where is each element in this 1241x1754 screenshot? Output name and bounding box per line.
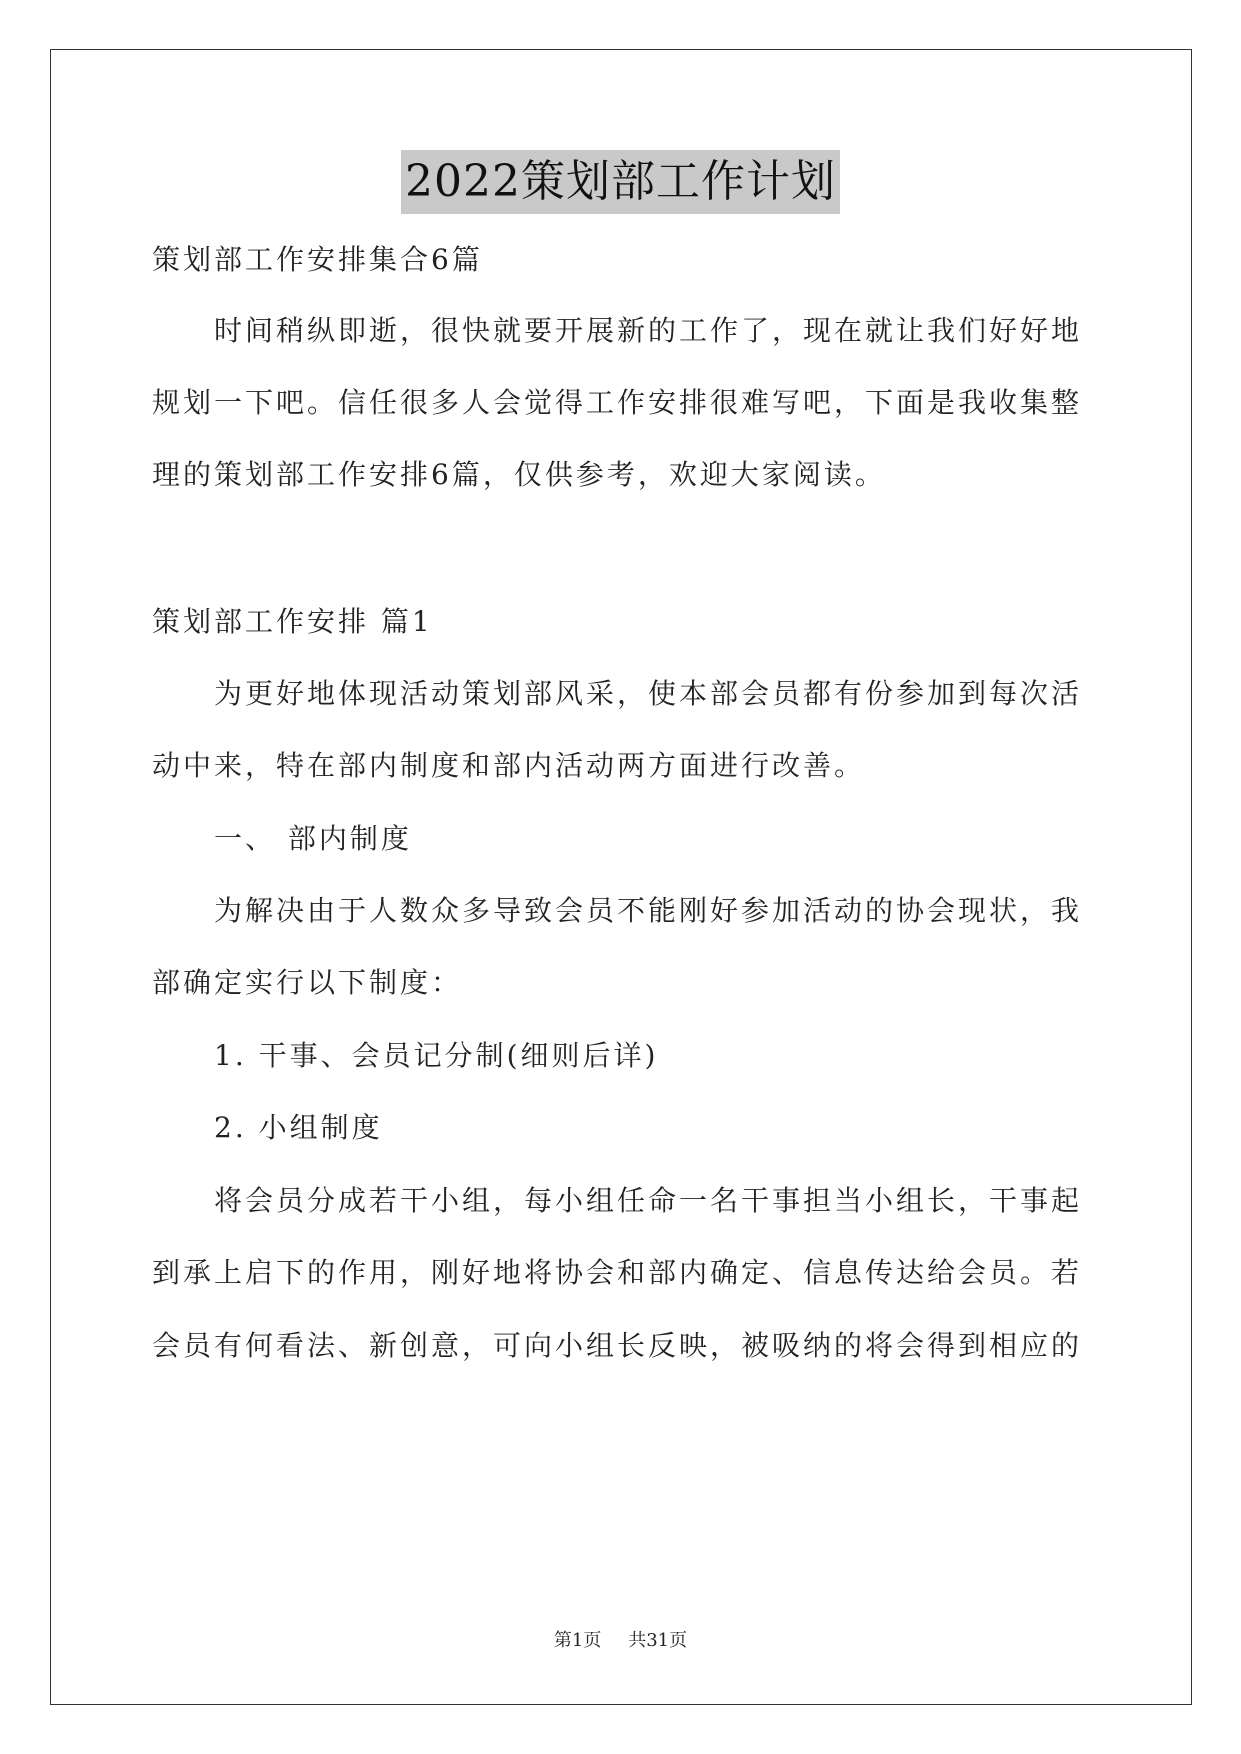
paragraph-line: 到承上启下的作用，刚好地将协会和部内确定、信息传达给会员。若 [152,1256,1083,1289]
paragraph-line: 为更好地体现活动策划部风采，使本部会员都有份参加到每次活 [214,677,1083,710]
page-border [50,49,1192,1705]
paragraph-line: 为解决由于人数众多导致会员不能刚好参加活动的协会现状，我 [214,894,1083,927]
subtitle-line: 策划部工作安排集合6篇 [152,243,483,276]
list-item: 1. 干事、会员记分制(细则后详) [214,1039,659,1072]
paragraph-line: 会员有何看法、新创意，可向小组长反映，被吸纳的将会得到相应的 [152,1329,1083,1362]
paragraph-line: 动中来，特在部内制度和部内活动两方面进行改善。 [152,749,866,782]
paragraph-line: 规划一下吧。信任很多人会觉得工作安排很难写吧，下面是我收集整 [152,386,1083,419]
paragraph-line: 将会员分成若干小组，每小组任命一名干事担当小组长，干事起 [214,1184,1083,1217]
title-container [0,150,1241,214]
paragraph-line: 部确定实行以下制度： [152,966,463,999]
list-item: 2. 小组制度 [214,1111,383,1144]
page-number: 第1页 [553,1630,602,1651]
total-pages: 共31页 [628,1630,688,1651]
document-title: 2022策划部工作计划 [401,150,840,214]
section-heading: 策划部工作安排 篇1 [152,605,433,638]
subsection-heading: 一、 部内制度 [214,822,412,855]
paragraph-line: 理的策划部工作安排6篇，仅供参考，欢迎大家阅读。 [152,458,886,491]
page-footer [0,1626,1241,1652]
paragraph-line: 时间稍纵即逝，很快就要开展新的工作了，现在就让我们好好地 [214,314,1083,347]
